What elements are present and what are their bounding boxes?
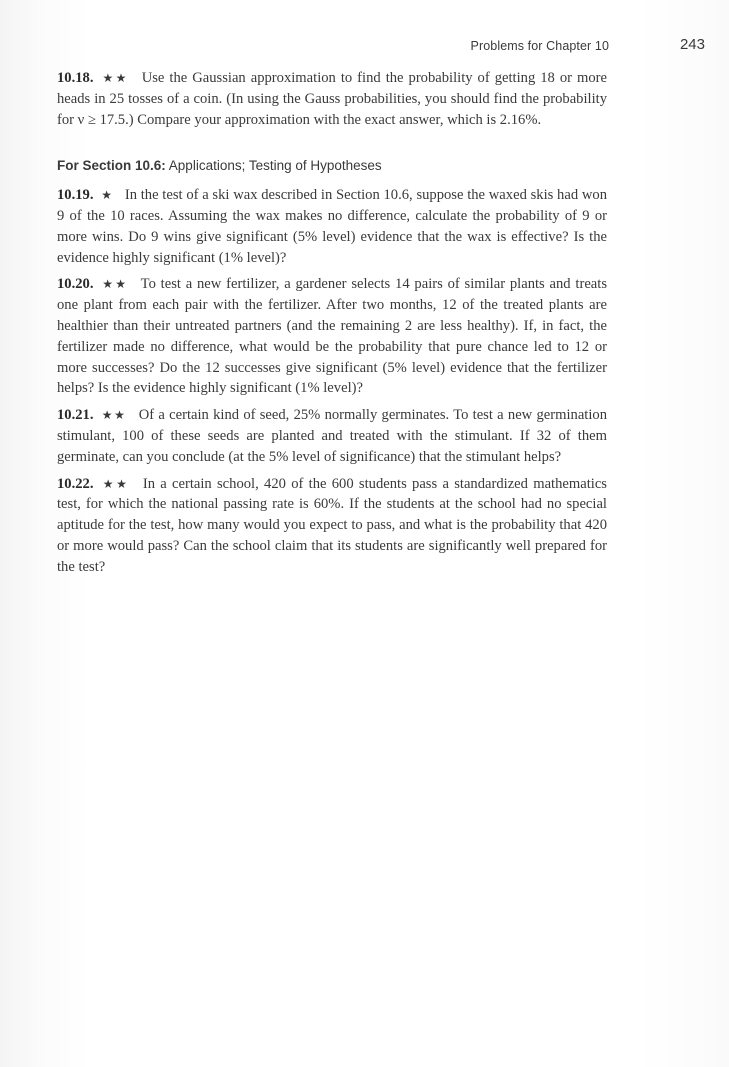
section-title: Applications; Testing of Hypotheses — [168, 158, 382, 174]
running-head — [400, 36, 705, 58]
problem-number: 10.18. — [57, 70, 94, 86]
difficulty-stars-icon: ★★ — [102, 71, 129, 85]
problem-10-19 — [57, 185, 607, 268]
section-label: For Section 10.6: — [57, 158, 166, 174]
difficulty-stars-icon: ★ — [101, 188, 114, 203]
difficulty-stars-icon: ★★ — [102, 277, 129, 292]
page-body — [57, 68, 607, 584]
problem-number: 10.20. — [57, 276, 94, 293]
difficulty-stars-icon: ★★ — [101, 408, 127, 423]
problem-number: 10.21. — [57, 407, 94, 424]
page-number: 243 — [679, 36, 705, 53]
problem-text: In the test of a ski wax described in Section 10.6, suppose the waxed skis had won 9 of the 10 races. Assuming the wax makes no difference, calculate the probability of 9 or more wins. Do 9 wins give significant (5% level) evidence that the wax is effective? Is the evidence highly significant (1% level)? — [57, 187, 607, 266]
problem-text: In a certain school, 420 of the 600 students pass a standardized mathematics test, for which the national passing rate is 60%. If the students at the school had no special aptitude for the test, how many would you expect to pass, and what is the probability that 420 or more would pass? Can the school claim that its students are significantly well prepared for the test? — [57, 475, 607, 575]
problem-number: 10.19. — [57, 187, 94, 204]
running-title: Problems for Chapter 10 — [470, 39, 609, 53]
difficulty-stars-icon: ★★ — [102, 476, 130, 491]
problem-10-18 — [57, 68, 607, 130]
problem-text: Of a certain kind of seed, 25% normally germinates. To test a new germination stimulant, 100 of these seeds are planted and treated with the stimulant. If 32 of them germinate, can you conclude (at the 5% level of significance) that the stimulant helps? — [57, 407, 608, 465]
section-heading — [57, 156, 607, 177]
problem-10-20 — [57, 274, 607, 399]
problem-text: To test a new fertilizer, a gardener selects 14 pairs of similar plants and treats one plant from each pair with the fertilizer. After two months, 12 of the treated plants are healthier than their untreated partners (and the remaining 2 are less healthy). If, in fact, the fertilizer made no difference, what would be the probability that pure chance led to 12 or more successes? Do the 12 successes give significant (5% level) evidence that the fertilizer helps? Is the evidence highly significant (1% level)? — [57, 276, 608, 397]
problem-10-21 — [57, 405, 607, 467]
problem-number: 10.22. — [57, 475, 94, 492]
problem-text: Use the Gaussian approximation to find the probability of getting 18 or more heads in 25 tosses of a coin. (In using the Gauss probabilities, you should find the probability for ν ≥ 17.5.) Compare your approximation with the exact answer, which is 2.16%. — [57, 70, 607, 128]
problem-10-22 — [57, 474, 607, 578]
